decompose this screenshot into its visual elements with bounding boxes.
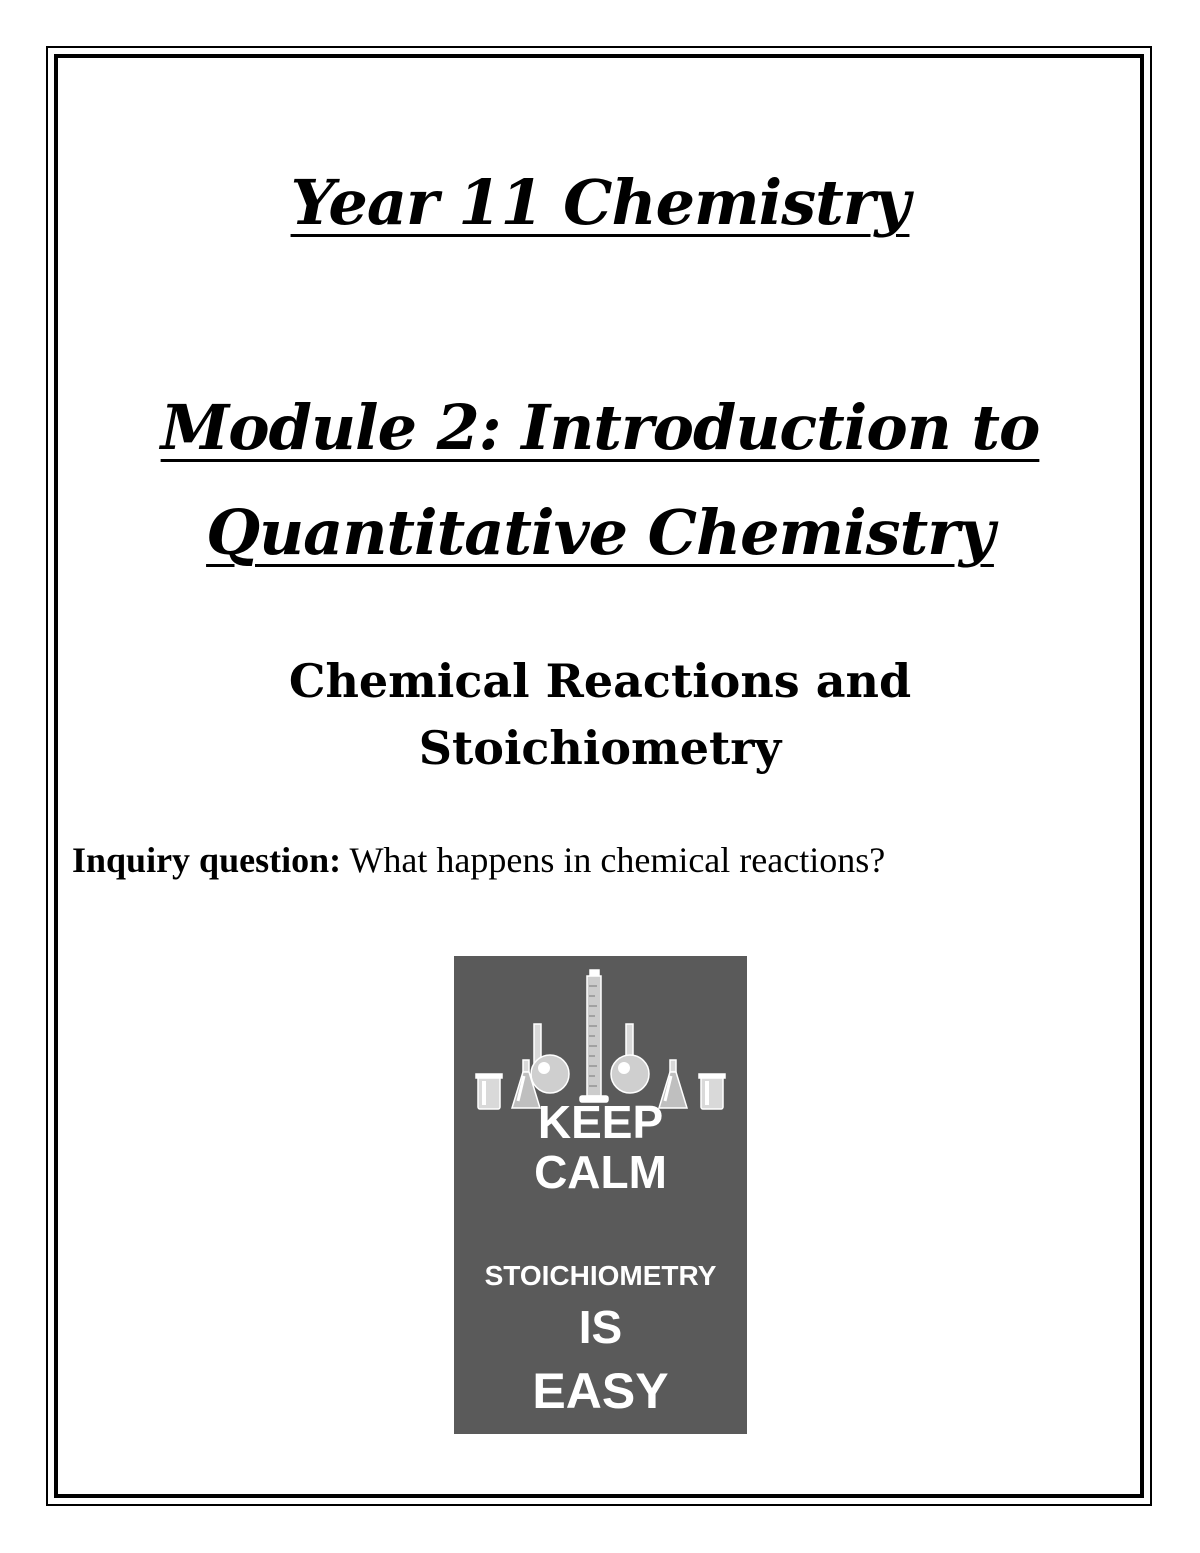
topic-subtitle bbox=[0, 648, 1200, 782]
poster-line-stoichiometry: STOICHIOMETRY bbox=[484, 1260, 717, 1291]
document-title-text: Year 11 Chemistry bbox=[290, 166, 910, 239]
measuring-cylinder-icon bbox=[580, 970, 608, 1102]
round-flask-icon bbox=[531, 1024, 569, 1093]
poster-line-calm: CALM bbox=[534, 1146, 667, 1198]
topic-subtitle-line-1: Chemical Reactions and bbox=[288, 654, 912, 708]
module-title bbox=[0, 375, 1200, 585]
poster-line-keep: KEEP bbox=[537, 1096, 664, 1148]
keep-calm-poster bbox=[454, 956, 747, 1434]
document-title bbox=[0, 160, 1200, 246]
module-title-line-1: Module 2: Introduction to bbox=[160, 391, 1040, 464]
topic-subtitle-line-2: Stoichiometry bbox=[418, 721, 782, 775]
inquiry-question-label: Inquiry question: bbox=[72, 840, 342, 880]
module-title-line-2: Quantitative Chemistry bbox=[206, 496, 994, 569]
poster-line-easy: EASY bbox=[532, 1363, 669, 1419]
round-flask-icon bbox=[611, 1024, 649, 1093]
inquiry-question bbox=[72, 836, 885, 884]
poster-line-is: IS bbox=[578, 1301, 623, 1353]
inquiry-question-text: What happens in chemical reactions? bbox=[341, 840, 886, 880]
